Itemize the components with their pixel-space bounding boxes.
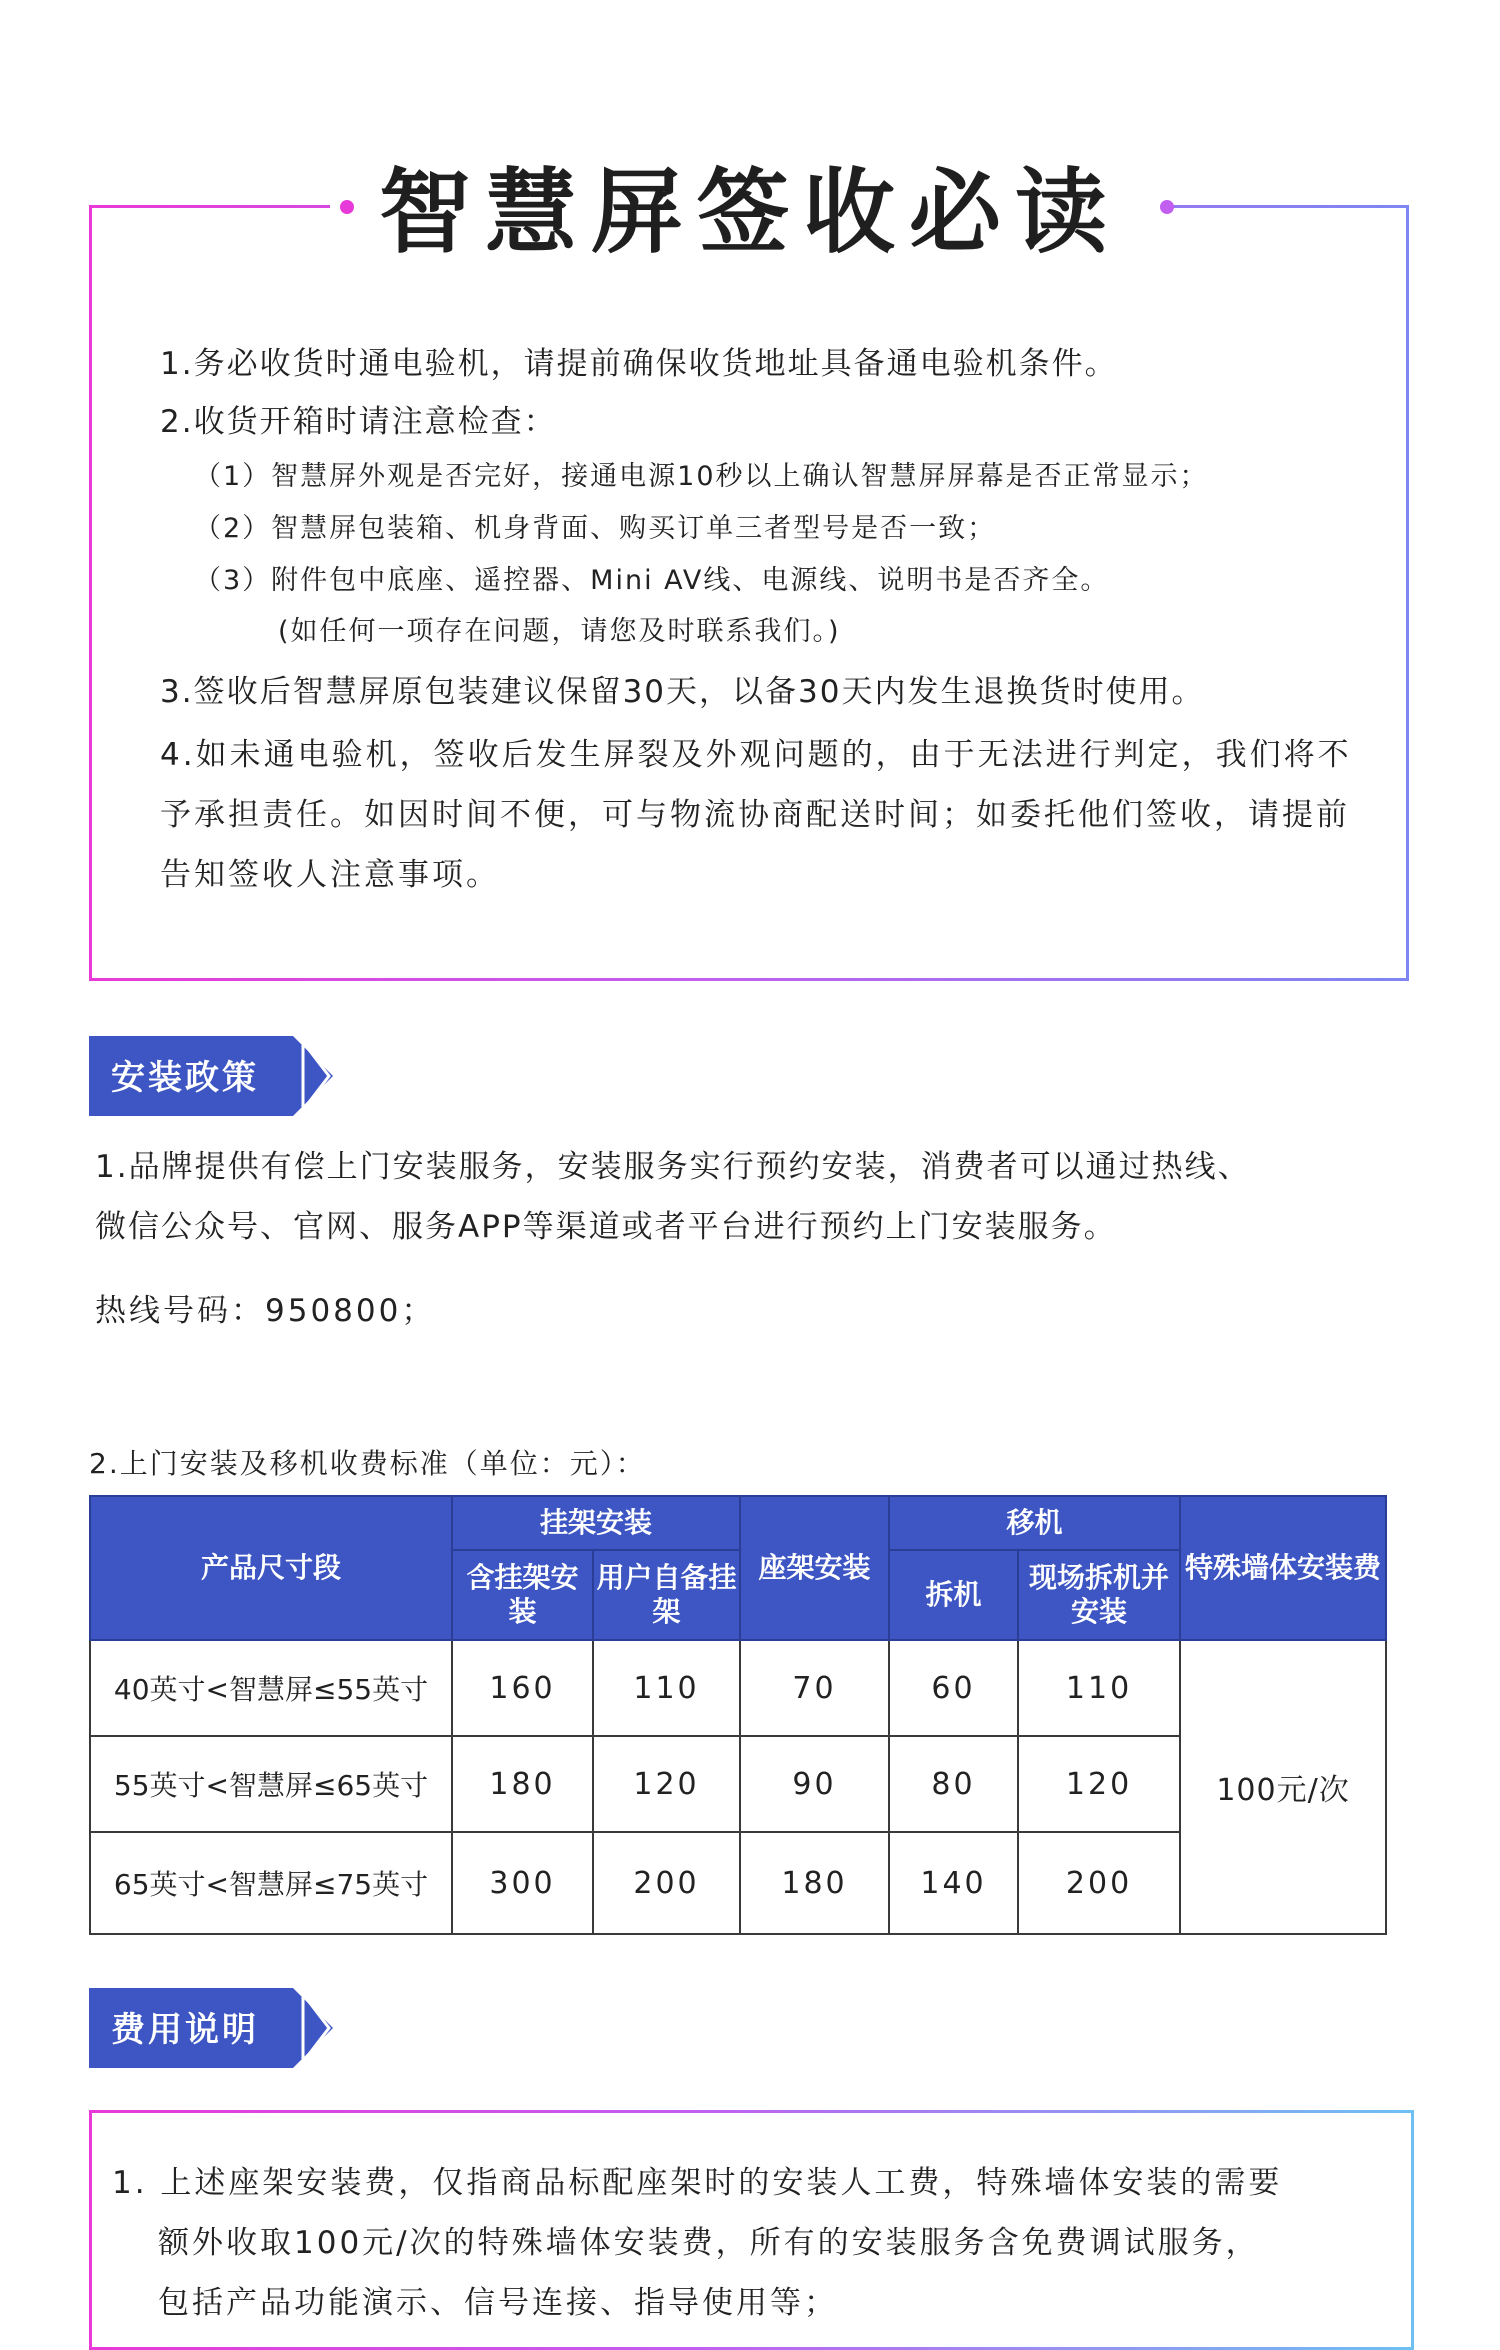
notice-sub-note: (如任何一项存在问题，请您及时联系我们。) [278,616,841,647]
header-with-mount: 含挂架安装 [452,1550,593,1640]
header-dismantle: 拆机 [889,1550,1018,1640]
notice-item-3: 3.签收后智慧屏原包装建议保留30天，以备30天内发生退换货时使用。 [160,674,1205,710]
table-header-row [90,1496,1386,1550]
cell-special-wall: 100元/次 [1180,1640,1386,1934]
hotline: 热线号码：950800； [95,1293,436,1329]
table-row [90,1640,1386,1736]
cell-stand: 90 [740,1736,889,1832]
notice-item-1: 1.务必收货时通电验机，请提前确保收货地址具备通电验机条件。 [160,346,1118,382]
cell-onsite: 110 [1018,1640,1180,1736]
cell-own-mount: 110 [593,1640,740,1736]
fee-line-2: 额外收取100元/次的特殊墙体安装费，所有的安装服务含免费调试服务， [158,2225,1260,2261]
cell-own-mount: 120 [593,1736,740,1832]
cell-stand: 180 [740,1832,889,1934]
cell-dismantle: 140 [889,1832,1018,1934]
notice-item-4: 4.如未通电验机，签收后发生屏裂及外观问题的，由于无法进行判定，我们将不予承担责任。如因时间不便，可与物流协商配送时间；如委托他们签收，请提前告知签收人注意事项。 [160,737,1352,893]
fee-line-3: 包括产品功能演示、信号连接、指导使用等； [158,2285,838,2321]
header-wall-mount: 挂架安装 [452,1496,740,1550]
fee-explain-label: 费用说明 [111,2010,259,2050]
fee-explain-text [112,2153,1402,2333]
cell-stand: 70 [740,1640,889,1736]
install-policy-label: 安装政策 [111,1058,259,1098]
header-onsite: 现场拆机并安装 [1018,1550,1180,1640]
page-title: 智慧屏签收必读 [378,159,1121,266]
notice-sub-3: （3）附件包中底座、遥控器、Mini AV线、电源线、说明书是否齐全。 [194,565,1110,596]
policy-line-1: 1.品牌提供有偿上门安装服务，安装服务实行预约安装，消费者可以通过热线、 [95,1149,1251,1185]
cell-size: 40英寸<智慧屏≤55英寸 [90,1640,452,1736]
title-dot-right [1160,200,1174,214]
notice-title-wrap [330,140,1170,270]
cell-size: 65英寸<智慧屏≤75英寸 [90,1832,452,1934]
notice-item-2: 2.收货开箱时请注意检查： [160,404,557,440]
fee-table [89,1495,1387,1935]
header-stand: 座架安装 [740,1496,889,1640]
cell-onsite: 120 [1018,1736,1180,1832]
table-caption: 2.上门安装及移机收费标准（单位：元）： [89,1447,646,1480]
header-size: 产品尺寸段 [90,1496,452,1640]
cell-with-mount: 160 [452,1640,593,1736]
fee-line-1: 1. 上述座架安装费，仅指商品标配座架时的安装人工费，特殊墙体安装的需要 [112,2165,1283,2201]
cell-with-mount: 300 [452,1832,593,1934]
cell-own-mount: 200 [593,1832,740,1934]
notice-list [160,335,1360,905]
policy-line-2: 微信公众号、官网、服务APP等渠道或者平台进行预约上门安装服务。 [95,1209,1117,1245]
install-policy-text [95,1137,1415,1257]
cell-onsite: 200 [1018,1832,1180,1934]
cell-with-mount: 180 [452,1736,593,1832]
notice-sub-1: （1）智慧屏外观是否完好，接通电源10秒以上确认智慧屏屏幕是否正常显示； [194,461,1209,492]
header-own-mount: 用户自备挂架 [593,1550,740,1640]
cell-size: 55英寸<智慧屏≤65英寸 [90,1736,452,1832]
cell-dismantle: 60 [889,1640,1018,1736]
title-dot-left [340,200,354,214]
cell-dismantle: 80 [889,1736,1018,1832]
header-special-wall: 特殊墙体安装费 [1180,1496,1386,1640]
install-policy-heading [89,1036,339,1116]
fee-explain-heading [89,1988,339,2068]
notice-sub-2: （2）智慧屏包装箱、机身背面、购买订单三者型号是否一致； [194,513,997,544]
header-relocate: 移机 [889,1496,1180,1550]
